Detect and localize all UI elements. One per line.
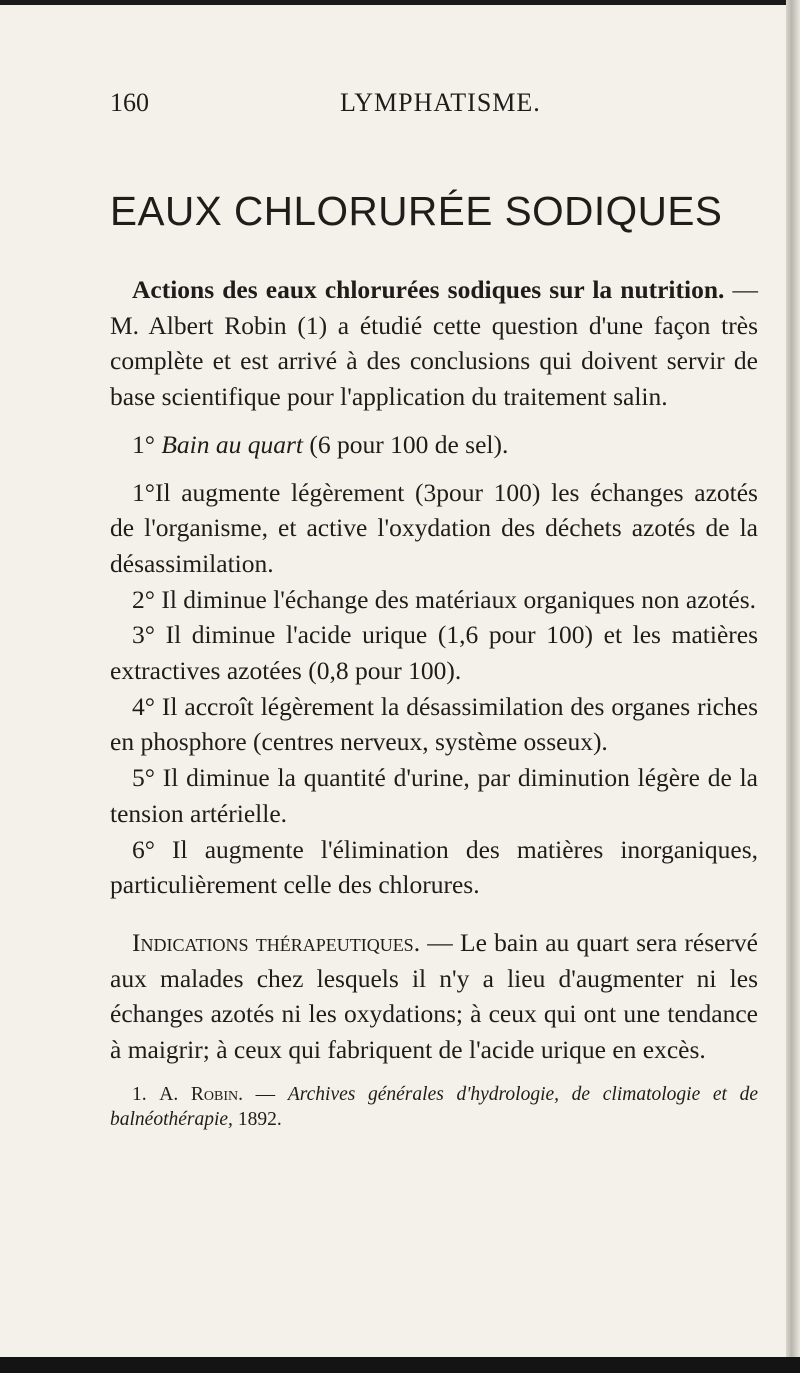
- footnote-author: A. Robin.: [159, 1083, 244, 1105]
- footnote-dash: —: [243, 1083, 288, 1105]
- effect-item: 2° Il diminue l'échange des matériaux organiques non azotés.: [132, 584, 757, 614]
- running-title: LYMPHATISME.: [340, 88, 541, 117]
- footnote-year: 1892.: [232, 1108, 282, 1130]
- bath-prefix: 1°: [132, 429, 162, 459]
- footnote: [110, 1082, 758, 1132]
- bath-detail: (6 pour 100 de sel).: [303, 429, 509, 459]
- intro-heading: Actions des eaux chlorurées sodiques sur la nutrition.: [132, 275, 725, 304]
- effect-item: 1°Il augmente légèrement (3pour 100) les échanges azotés de l'organisme, et active l'oxydation des déchets azotés de la désassimilation.: [110, 477, 758, 578]
- effect-item: 3° Il diminue l'acide urique (1,6 pour 100) et les matières extractives azotées (0,8 pour 100).: [110, 620, 758, 686]
- section-title: EAUX CHLORURÉE SODIQUES: [110, 188, 723, 234]
- effect-item: 5° Il diminue la quantité d'urine, par diminution légère de la tension artérielle.: [110, 763, 758, 828]
- intro-text: — M. Albert Robin (1) a étudié cette question d'une façon très complète et est arrivé à des conclusions qui doivent servir de base scientifique pour l'application du traitement salin.: [110, 275, 758, 412]
- footnote-journal: Archives générales d'hydrologie, de climatologie et de balnéothérapie,: [110, 1083, 759, 1130]
- bath-heading: [110, 427, 758, 463]
- effect-item: 6° Il augmente l'élimination des matières inorganiques, particulièrement celle des chlorures.: [110, 834, 758, 900]
- bath-name: Bain au quart: [161, 429, 303, 459]
- body-text: [110, 272, 758, 1132]
- indications-heading: Indications thérapeutiques.: [132, 927, 421, 957]
- footnote-number: 1.: [132, 1083, 160, 1105]
- intro-paragraph: [110, 272, 758, 415]
- indications-paragraph: [110, 925, 758, 1068]
- effect-item: 4° Il accroît légèrement la désassimilation des organes riches en phosphore (centres nerveux, système osseux).: [110, 691, 758, 757]
- page-right-edge: [786, 0, 800, 1373]
- indications-text: — Le bain au quart sera réservé aux malades chez lesquels il n'y a lieu d'augmenter ni les échanges azotés ni les oxydations; à ceux qui ont une tendance à maigrir; à ceux qui fabriquent de l'acide urique en excès.: [110, 927, 758, 1065]
- running-head: [110, 88, 750, 118]
- page-number: 160: [110, 88, 149, 117]
- page-bottom-edge: [0, 1357, 800, 1373]
